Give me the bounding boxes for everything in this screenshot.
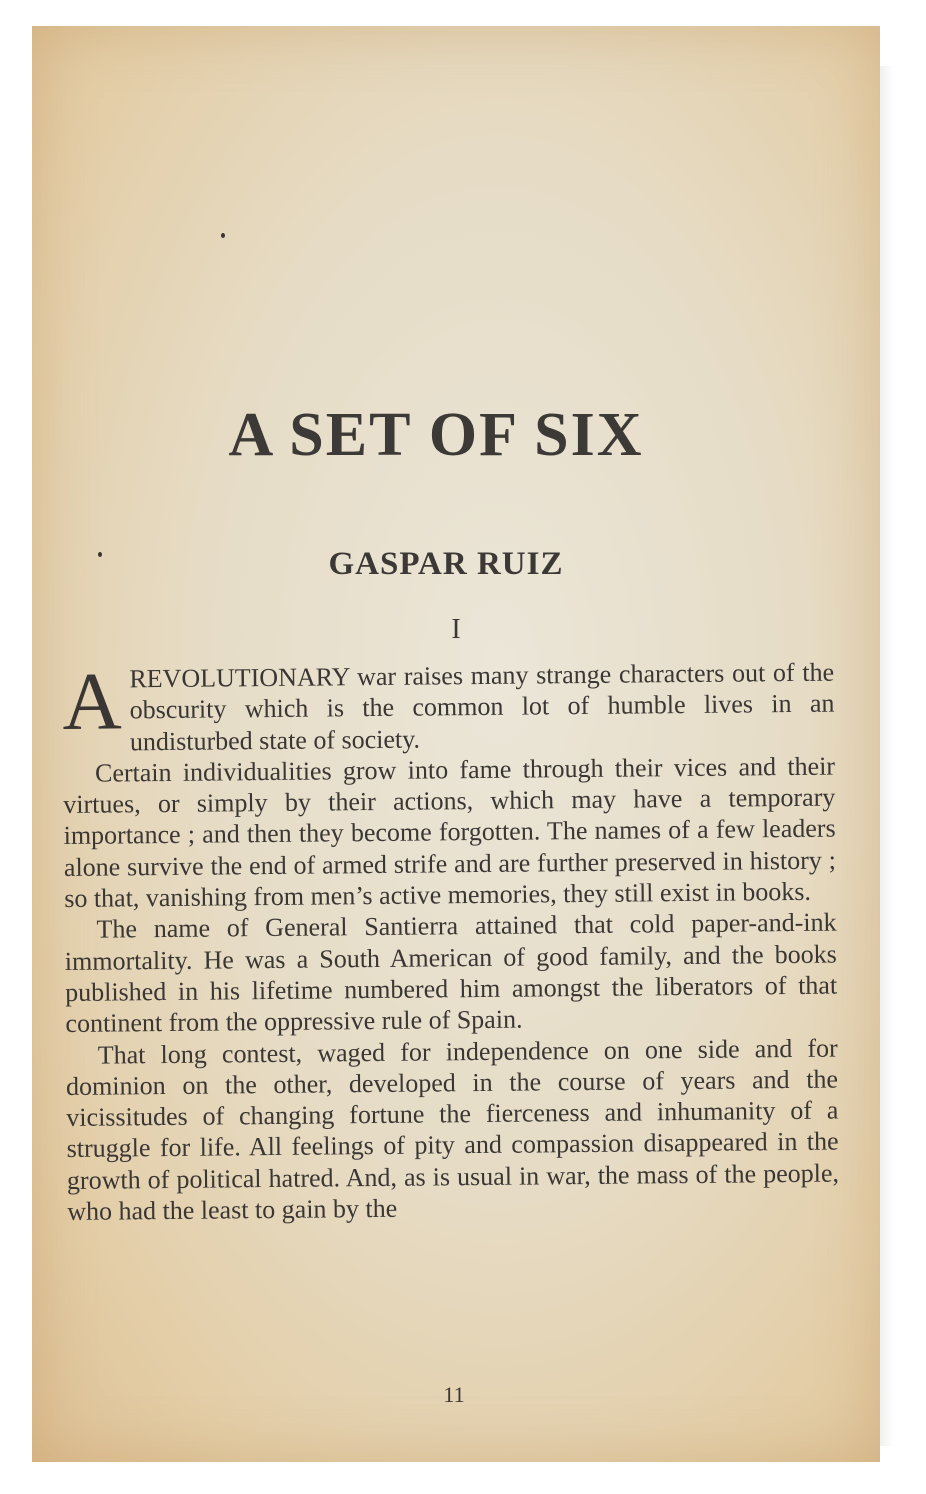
ink-speck (221, 233, 225, 238)
paragraph: Certain individualities grow into fame through their vices and their virtues, or simply by their actions, which may have a temporary importance ; and then they become forgotten. The names of a few leaders alone survive the end of armed strife and are further preserved in history ; so that, vanishing from men’s active memories, they still exist in books. (63, 751, 837, 914)
page-number: 11 (443, 1382, 465, 1407)
paragraph-text: REVOLUTIONARY war raises many strange characters out of the obscurity which is the common lot of humble lives in an undisturbed state of society. (129, 657, 835, 756)
book-title: A SET OF SIX (228, 401, 644, 469)
paragraph: The name of General Santierra attained that cold paper-and-ink immortality. He was a South American of good family, and the books published in his lifetime numbered him amongst the liberators of that continent from the oppressive rule of Spain. (64, 907, 838, 1039)
body-text (62, 657, 839, 1228)
paragraph: That long contest, waged for independence on one side and for dominion on the other, developed in the course of years and the vicissitudes of changing fortune the fierceness and inhumanity of a struggle for life. All feelings of pity and compassion disappeared in the growth of political hatred. And, as is usual in war, the mass of the people, who had the least to gain by the (65, 1033, 840, 1227)
drop-cap: A (61, 655, 123, 747)
chapter-number: I (451, 614, 461, 645)
book-page (32, 26, 880, 1462)
story-title: GASPAR RUIZ (328, 546, 564, 582)
paragraph (62, 657, 835, 758)
